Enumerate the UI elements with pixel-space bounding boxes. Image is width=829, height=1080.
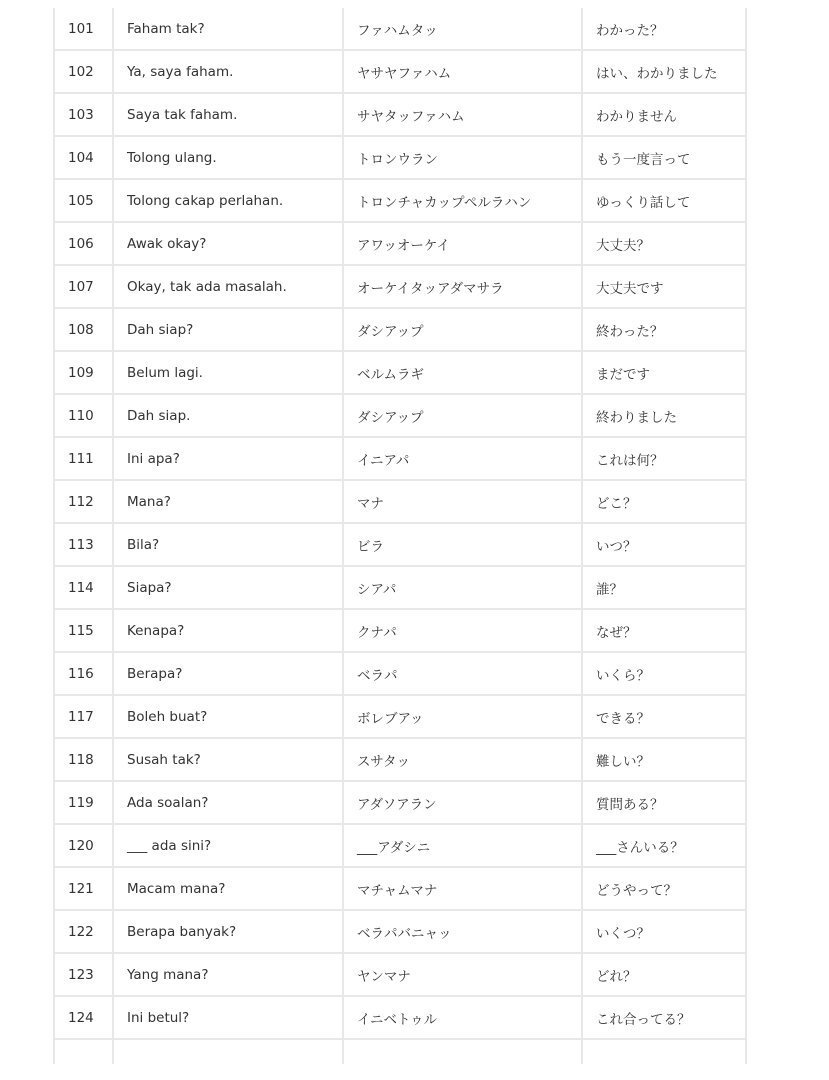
row-number-cell: 101: [54, 8, 113, 50]
malay-phrase-cell: Dah siap.: [113, 394, 343, 437]
table-row: [54, 781, 746, 824]
japanese-translation-cell: 大丈夫？: [582, 222, 746, 265]
malay-phrase-cell: Ini apa?: [113, 437, 343, 480]
row-number-cell: 115: [54, 609, 113, 652]
empty-table-row: [54, 1039, 746, 1064]
malay-phrase-cell: Ya, saya faham.: [113, 50, 343, 93]
malay-phrase-cell: Tolong ulang.: [113, 136, 343, 179]
table-row: [54, 523, 746, 566]
table-row: [54, 8, 746, 50]
empty-cell: [343, 1039, 582, 1064]
table-row: [54, 437, 746, 480]
katakana-reading-cell: シアパ: [343, 566, 582, 609]
row-number-cell: 118: [54, 738, 113, 781]
japanese-translation-cell: はい、わかりました: [582, 50, 746, 93]
empty-cell: [582, 1039, 746, 1064]
row-number-cell: 116: [54, 652, 113, 695]
katakana-reading-cell: ヤンマナ: [343, 953, 582, 996]
phrase-table-body: [54, 8, 746, 1064]
table-row: [54, 652, 746, 695]
phrase-table: [53, 8, 747, 1064]
japanese-translation-cell: ゆっくり話して: [582, 179, 746, 222]
katakana-reading-cell: イニベトゥル: [343, 996, 582, 1039]
malay-phrase-cell: Siapa?: [113, 566, 343, 609]
malay-phrase-cell: Bila?: [113, 523, 343, 566]
japanese-translation-cell: いくつ？: [582, 910, 746, 953]
row-number-cell: 124: [54, 996, 113, 1039]
katakana-reading-cell: ベラパバニャッ: [343, 910, 582, 953]
katakana-reading-cell: ベラパ: [343, 652, 582, 695]
table-row: [54, 136, 746, 179]
table-row: [54, 394, 746, 437]
row-number-cell: 112: [54, 480, 113, 523]
katakana-reading-cell: サヤタッファハム: [343, 93, 582, 136]
katakana-reading-cell: マチャムマナ: [343, 867, 582, 910]
japanese-translation-cell: わかりません: [582, 93, 746, 136]
table-row: [54, 910, 746, 953]
row-number-cell: 102: [54, 50, 113, 93]
katakana-reading-cell: ダシアップ: [343, 394, 582, 437]
katakana-reading-cell: スサタッ: [343, 738, 582, 781]
malay-phrase-cell: Ini betul?: [113, 996, 343, 1039]
table-row: [54, 480, 746, 523]
malay-phrase-cell: Tolong cakap perlahan.: [113, 179, 343, 222]
katakana-reading-cell: オーケイタッアダマサラ: [343, 265, 582, 308]
malay-phrase-cell: Berapa?: [113, 652, 343, 695]
japanese-translation-cell: 終わりました: [582, 394, 746, 437]
malay-phrase-cell: Belum lagi.: [113, 351, 343, 394]
row-number-cell: 106: [54, 222, 113, 265]
malay-phrase-cell: Okay, tak ada masalah.: [113, 265, 343, 308]
table-row: [54, 996, 746, 1039]
katakana-reading-cell: トロンウラン: [343, 136, 582, 179]
table-row: [54, 566, 746, 609]
katakana-reading-cell: ダシアップ: [343, 308, 582, 351]
malay-phrase-cell: Yang mana?: [113, 953, 343, 996]
table-row: [54, 738, 746, 781]
row-number-cell: 121: [54, 867, 113, 910]
japanese-translation-cell: これ合ってる？: [582, 996, 746, 1039]
table-row: [54, 953, 746, 996]
japanese-translation-cell: 誰？: [582, 566, 746, 609]
row-number-cell: 104: [54, 136, 113, 179]
row-number-cell: 114: [54, 566, 113, 609]
katakana-reading-cell: アワッオーケイ: [343, 222, 582, 265]
row-number-cell: 109: [54, 351, 113, 394]
table-row: [54, 222, 746, 265]
katakana-reading-cell: イニアパ: [343, 437, 582, 480]
table-row: [54, 824, 746, 867]
japanese-translation-cell: わかった？: [582, 8, 746, 50]
malay-phrase-cell: Kenapa?: [113, 609, 343, 652]
table-row: [54, 308, 746, 351]
japanese-translation-cell: どこ？: [582, 480, 746, 523]
malay-phrase-cell: ___ ada sini?: [113, 824, 343, 867]
japanese-translation-cell: まだです: [582, 351, 746, 394]
japanese-translation-cell: 難しい？: [582, 738, 746, 781]
malay-phrase-cell: Dah siap?: [113, 308, 343, 351]
japanese-translation-cell: 終わった？: [582, 308, 746, 351]
row-number-cell: 113: [54, 523, 113, 566]
malay-phrase-cell: Faham tak?: [113, 8, 343, 50]
empty-cell: [113, 1039, 343, 1064]
malay-phrase-cell: Saya tak faham.: [113, 93, 343, 136]
row-number-cell: 111: [54, 437, 113, 480]
row-number-cell: 119: [54, 781, 113, 824]
katakana-reading-cell: ボレブアッ: [343, 695, 582, 738]
malay-phrase-cell: Ada soalan?: [113, 781, 343, 824]
katakana-reading-cell: ヤサヤファハム: [343, 50, 582, 93]
malay-phrase-cell: Macam mana?: [113, 867, 343, 910]
japanese-translation-cell: どうやって？: [582, 867, 746, 910]
katakana-reading-cell: ビラ: [343, 523, 582, 566]
malay-phrase-cell: Awak okay?: [113, 222, 343, 265]
malay-phrase-cell: Susah tak?: [113, 738, 343, 781]
katakana-reading-cell: ファハムタッ: [343, 8, 582, 50]
katakana-reading-cell: トロンチャカップペルラハン: [343, 179, 582, 222]
katakana-reading-cell: クナパ: [343, 609, 582, 652]
row-number-cell: 107: [54, 265, 113, 308]
table-row: [54, 867, 746, 910]
japanese-translation-cell: 質問ある？: [582, 781, 746, 824]
japanese-translation-cell: これは何？: [582, 437, 746, 480]
malay-phrase-cell: Berapa banyak?: [113, 910, 343, 953]
japanese-translation-cell: ___さんいる？: [582, 824, 746, 867]
table-row: [54, 179, 746, 222]
table-row: [54, 695, 746, 738]
japanese-translation-cell: できる？: [582, 695, 746, 738]
table-row: [54, 93, 746, 136]
japanese-translation-cell: いくら？: [582, 652, 746, 695]
japanese-translation-cell: 大丈夫です: [582, 265, 746, 308]
japanese-translation-cell: どれ？: [582, 953, 746, 996]
row-number-cell: 120: [54, 824, 113, 867]
katakana-reading-cell: マナ: [343, 480, 582, 523]
row-number-cell: 105: [54, 179, 113, 222]
katakana-reading-cell: ベルムラギ: [343, 351, 582, 394]
japanese-translation-cell: なぜ？: [582, 609, 746, 652]
empty-cell: [54, 1039, 113, 1064]
katakana-reading-cell: アダソアラン: [343, 781, 582, 824]
row-number-cell: 123: [54, 953, 113, 996]
row-number-cell: 122: [54, 910, 113, 953]
table-row: [54, 609, 746, 652]
katakana-reading-cell: ___アダシニ: [343, 824, 582, 867]
table-row: [54, 351, 746, 394]
table-row: [54, 265, 746, 308]
row-number-cell: 103: [54, 93, 113, 136]
japanese-translation-cell: いつ？: [582, 523, 746, 566]
malay-phrase-cell: Boleh buat?: [113, 695, 343, 738]
malay-phrase-cell: Mana?: [113, 480, 343, 523]
japanese-translation-cell: もう一度言って: [582, 136, 746, 179]
row-number-cell: 110: [54, 394, 113, 437]
row-number-cell: 117: [54, 695, 113, 738]
table-row: [54, 50, 746, 93]
row-number-cell: 108: [54, 308, 113, 351]
